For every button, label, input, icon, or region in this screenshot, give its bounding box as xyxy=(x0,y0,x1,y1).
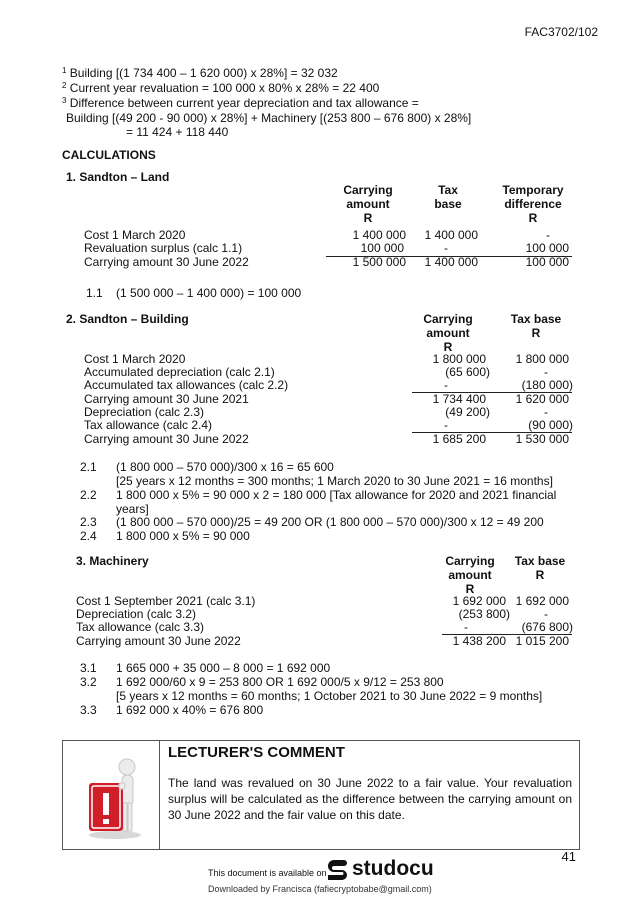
lecturer-comment-box xyxy=(62,740,580,850)
table-row: Carrying amount 30 June 2021 1 734 400 1 620 000 xyxy=(84,392,569,406)
table-row: Cost 1 March 2020 1 400 000 1 400 000 - xyxy=(84,228,550,242)
building-col-carrying-header: Carrying amount R xyxy=(423,312,473,354)
footnote-3-line-1: Building [(49 200 - 90 000) x 28%] + Machinery [(253 800 – 676 800) x 28%] xyxy=(66,111,472,125)
footer-downloaded-text: Downloaded by Francisca (fafiecryptobabe@gmail.com) xyxy=(208,884,432,894)
land-col-taxbase-header: Tax base xyxy=(434,183,462,211)
land-heading: 1. Sandton – Land xyxy=(66,170,170,184)
footer-available-text: This document is available on xyxy=(208,868,327,878)
table-row: Revaluation surplus (calc 1.1) 100 000 - 100 000 xyxy=(84,241,569,255)
machinery-calc-3-3-line-1: 1 692 000 x 40% = 676 800 xyxy=(116,703,264,717)
building-calc-2-4: 2.4 xyxy=(80,529,97,543)
table-row: Carrying amount 30 June 2022 1 438 200 1 015 200 xyxy=(76,634,569,648)
building-calc-2-2-line-2: years] xyxy=(116,502,149,516)
building-calc-2-2: 2.2 xyxy=(80,488,97,502)
building-calc-2-1: 2.1 xyxy=(80,460,97,474)
table-row: Accumulated depreciation (calc 2.1) (65 600) - xyxy=(84,365,548,379)
building-calc-2-4-line-1: 1 800 000 x 5% = 90 000 xyxy=(116,529,250,543)
machinery-heading: 3. Machinery xyxy=(76,554,149,568)
building-calc-2-1-line-1: (1 800 000 – 570 000)/300 x 16 = 65 600 xyxy=(116,460,334,474)
machinery-col-taxbase-header: Tax base R xyxy=(514,554,566,582)
footnote-2: $^2$ Current year revaluation = 100 000 x 80% x 28% = 22 400 xyxy=(62,81,380,95)
footnote-3: $^3$ Difference between current year depreciation and tax allowance = xyxy=(62,96,419,110)
table-row: Cost 1 September 2021 (calc 3.1) 1 692 000 1 692 000 xyxy=(76,594,569,608)
studocu-brand[interactable]: studocu xyxy=(352,857,434,880)
exclamation-figure-icon xyxy=(75,753,147,841)
building-col-taxbase-header: Tax base R xyxy=(510,312,562,340)
building-calc-2-2-line-1: 1 800 000 x 5% = 90 000 x 2 = 180 000 [Tax allowance for 2020 and 2021 financial xyxy=(116,488,557,502)
lecturer-comment-text: The land was revalued on 30 June 2022 to a fair value. Your revaluation surplus will be calculated as the difference between the carrying amount on 30 June 2022 and the fair value on this date. xyxy=(168,776,572,822)
machinery-calc-3-3: 3.3 xyxy=(80,703,97,717)
machinery-calc-3-2: 3.2 xyxy=(80,675,97,689)
table-row: Tax allowance (calc 3.3) - (676 800) xyxy=(76,620,573,634)
footnote-3-line-2: = 11 424 + 118 440 xyxy=(126,125,229,139)
building-heading: 2. Sandton – Building xyxy=(66,312,189,326)
building-calc-2-3-line-1: (1 800 000 – 570 000)/25 = 49 200 OR (1 800 000 – 570 000)/300 x 12 = 49 200 xyxy=(116,515,544,529)
comment-divider xyxy=(159,741,160,849)
table-row: Cost 1 March 2020 1 800 000 1 800 000 xyxy=(84,352,569,366)
land-col-carrying-header: Carrying amount R xyxy=(343,183,393,225)
calculations-heading: CALCULATIONS xyxy=(62,148,156,162)
table-row: Depreciation (calc 3.2) (253 800) - xyxy=(76,607,548,621)
land-col-temporary-header: Temporary difference R xyxy=(502,183,564,225)
footnote-1: $^1$ Building [(1 734 400 – 1 620 000) x 28%] = 32 032 xyxy=(62,66,338,80)
machinery-calc-3-2-line-1: 1 692 000/60 x 9 = 253 800 OR 1 692 000/5 x 9/12 = 253 800 xyxy=(116,675,444,689)
building-calc-2-1-line-2: [25 years x 12 months = 300 months; 1 March 2020 to 30 June 2021 = 16 months] xyxy=(116,474,553,488)
table-row: Accumulated tax allowances (calc 2.2) - (180 000) xyxy=(84,378,573,392)
lecturer-comment-title: LECTURER'S COMMENT xyxy=(168,744,345,761)
studocu-logo-icon xyxy=(324,856,350,882)
machinery-calc-3-2-line-2: [5 years x 12 months = 60 months; 1 October 2021 to 30 June 2022 = 9 months] xyxy=(116,689,543,703)
land-calc-1-1: 1.1 (1 500 000 – 1 400 000) = 100 000 xyxy=(86,286,302,300)
building-calc-2-3: 2.3 xyxy=(80,515,97,529)
table-row: Depreciation (calc 2.3) (49 200) - xyxy=(84,405,548,419)
document-code: FAC3702/102 xyxy=(524,25,598,39)
page-number: 41 xyxy=(561,849,576,864)
table-row: Tax allowance (calc 2.4) - (90 000) xyxy=(84,418,573,432)
table-row: Carrying amount 30 June 2022 1 685 200 1 530 000 xyxy=(84,432,569,446)
machinery-calc-3-1-line-1: 1 665 000 + 35 000 – 8 000 = 1 692 000 xyxy=(116,661,331,675)
machinery-col-carrying-header: Carrying amount R xyxy=(445,554,495,596)
table-row: Carrying amount 30 June 2022 1 500 000 1 400 000 100 000 xyxy=(84,255,569,269)
machinery-calc-3-1: 3.1 xyxy=(80,661,97,675)
